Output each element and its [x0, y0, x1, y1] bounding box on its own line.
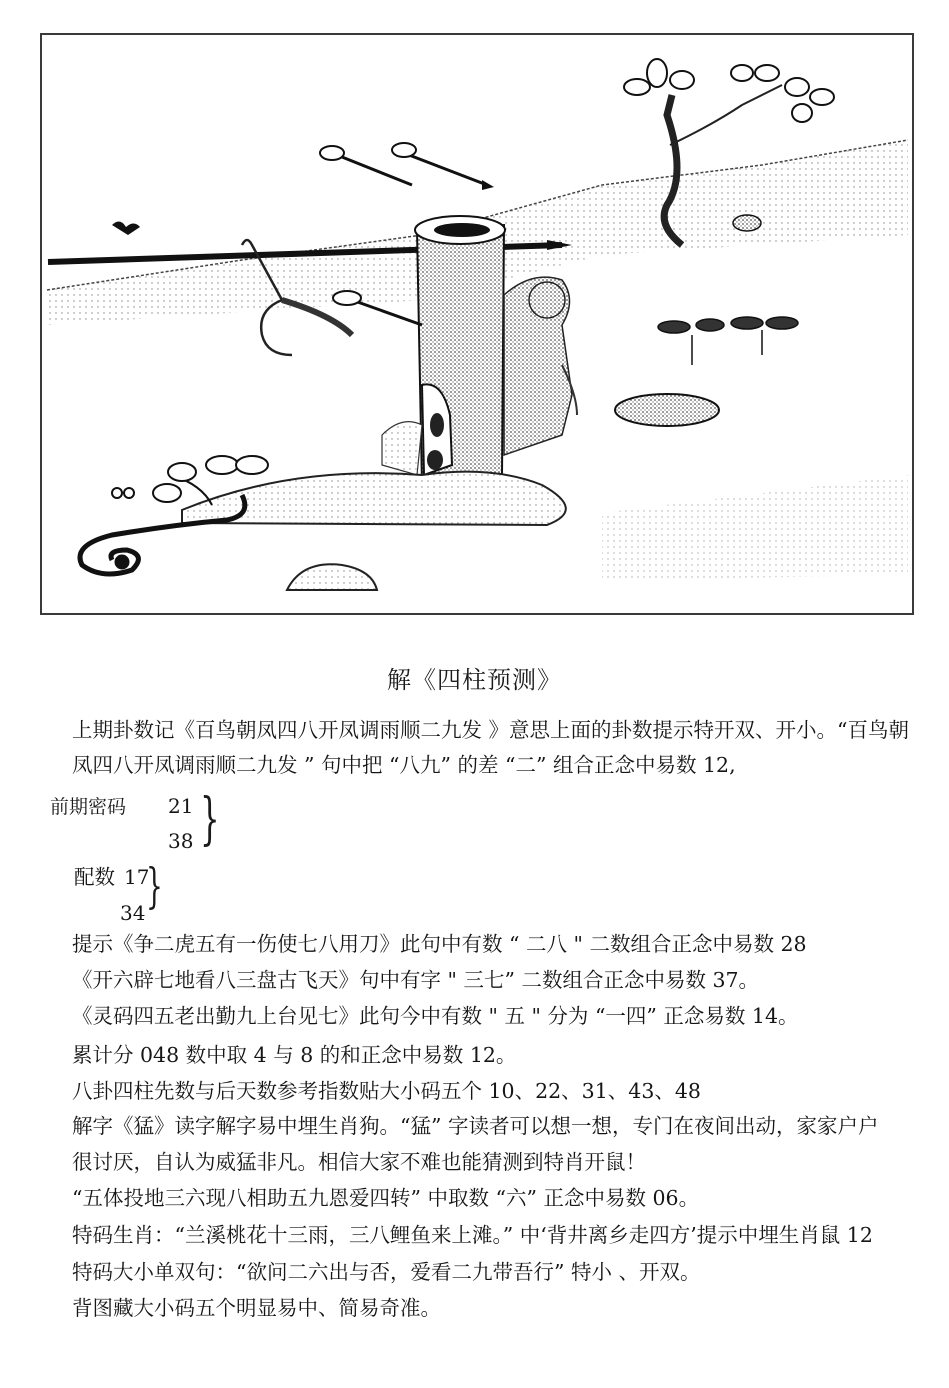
- paragraph-line: 凤四八开凤调雨顺二九发 ” 句中把 “八九” 的差 “二” 组合正念中易数 12,: [72, 753, 736, 777]
- paragraph-line: 特码生肖：“兰溪桃花十三雨，三八鲤鱼来上滩。” 中‘背井离乡走四方’提示中埋生肖鼠 12: [72, 1223, 873, 1247]
- stone-disc: [615, 394, 719, 426]
- paragraph-line: 累计分 048 数中取 4 与 8 的和正念中易数 12。: [72, 1043, 517, 1067]
- paragraph-line: 八卦四柱先数与后天数参考指数贴大小码五个 10、22、31、43、48: [72, 1079, 701, 1103]
- previous-code-label: 前期密码: [50, 796, 127, 818]
- flying-arrow-icon: [320, 143, 494, 190]
- paragraph-line: 提示《争二虎五有一伤使七八用刀》此句中有数 “ 二八 " 二数组合正念中易数 28: [72, 932, 807, 956]
- pairing-label: 配数: [74, 865, 115, 889]
- paragraph-line: 上期卦数记《百鸟朝凤四八开凤调雨顺二九发 》意思上面的卦数提示特开双、开小。“百鸟朝: [72, 718, 909, 742]
- sprouts-right: [658, 317, 798, 365]
- previous-code-value: 38: [168, 829, 194, 853]
- pairing-value: 17: [124, 865, 150, 889]
- brace-icon: }: [200, 787, 220, 852]
- paragraph-line: 《灵码四五老出勤九上台见七》此句今中有数 " 五 " 分为 “一四” 正念易数 14。: [72, 1004, 799, 1028]
- paragraph-line: 《开六辟七地看八三盘古飞天》句中有字 " 三七” 二数组合正念中易数 37。: [72, 968, 760, 992]
- article-title: 解《四柱预测》: [387, 666, 562, 694]
- brace-icon: }: [146, 858, 163, 914]
- pairing-value: 34: [120, 901, 146, 925]
- paragraph-line: “五体投地三六现八相助五九恩爱四转” 中取数 “六” 正念中易数 06。: [72, 1186, 700, 1210]
- previous-code-value: 21: [168, 794, 194, 818]
- paragraph-line: 解字《猛》读字解字易中埋生肖狗。“猛” 字读者可以想一想，专门在夜间出动，家家户户: [72, 1114, 879, 1138]
- bird-icon: [112, 221, 140, 235]
- butterfly-icon: [112, 488, 134, 498]
- paragraph-line: 特码大小单双句：“欲问二六出与否，爱看二九带吾行” 特小 、开双。: [72, 1260, 701, 1284]
- illustration: [42, 35, 912, 613]
- paragraph-line: 背图藏大小码五个明显易中、简易奇准。: [72, 1296, 441, 1320]
- illustration-frame: [40, 33, 914, 615]
- paragraph-line: 很讨厌，自认为威猛非凡。相信大家不难也能猜测到特肖开鼠！: [72, 1150, 646, 1174]
- flat-rock: [287, 564, 377, 590]
- tree-stump: [415, 216, 505, 485]
